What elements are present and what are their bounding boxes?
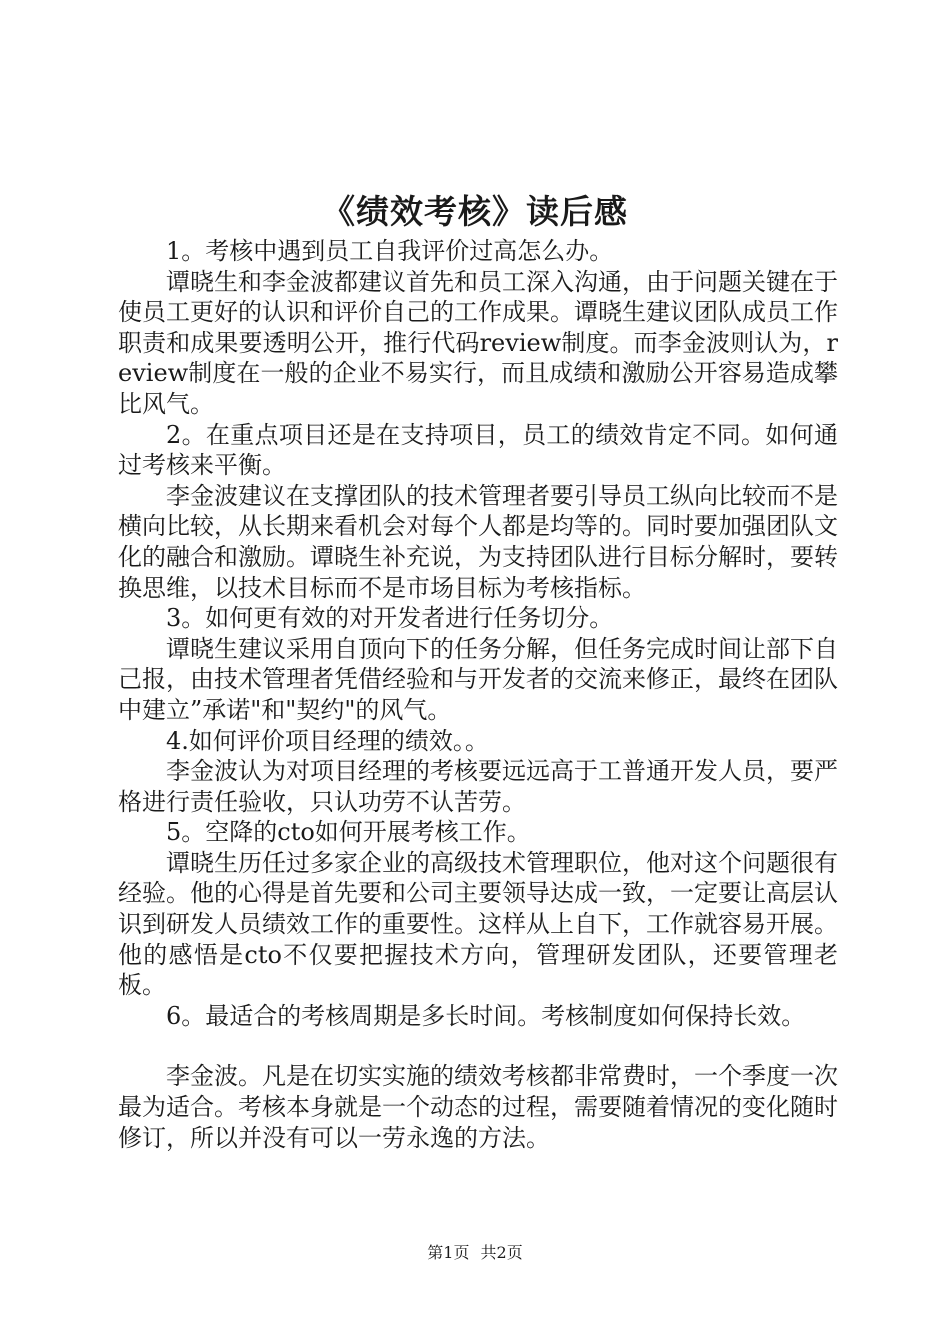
page-footer	[0, 1240, 950, 1263]
question-1: 1。考核中遇到员工自我评价过高怎么办。	[166, 237, 614, 265]
answer-4: 李金波认为对项目经理的考核要远远高于工普通开发人员，要严格进行责任验收，只认功劳不认苦劳。	[118, 757, 838, 816]
page-number: 第1页	[427, 1243, 470, 1262]
question-4: 4.如何评价项目经理的绩效。。	[166, 726, 489, 755]
question-3: 3。如何更有效的对开发者进行任务切分。	[166, 604, 614, 633]
page-total: 共2页	[480, 1243, 523, 1262]
document-title: 《绩效考核》读后感	[322, 192, 628, 231]
question-6: 6。最适合的考核周期是多长时间。考核制度如何保持长效。	[166, 1001, 806, 1030]
answer-5: 谭晓生历任过多家企业的高级技术管理职位，他对这个问题很有经验。他的心得是首先要和公司主要领导达成一致，一定要让高层认识到研发人员绩效工作的重要性。这样从上自下，工作就容易开展。他的感悟是cto不仅要把握技术方向，管理研发团队，还要管理老板。	[118, 848, 838, 1000]
answer-3: 谭晓生建议采用自顶向下的任务分解，但任务完成时间让部下自己报，由技术管理者凭借经验和与开发者的交流来修正，最终在团队中建立”承诺"和"契约"的风气。	[118, 634, 838, 724]
answer-6: 李金波。凡是在切实实施的绩效考核都非常费时，一个季度一次最为适合。考核本身就是一个动态的过程，需要随着情况的变化随时修订，所以并没有可以一劳永逸的方法。	[118, 1062, 838, 1152]
answer-1: 谭晓生和李金波都建议首先和员工深入沟通，由于问题关键在于使员工更好的认识和评价自己的工作成果。谭晓生建议团队成员工作职责和成果要透明公开，推行代码review制度。而李金波则认为，review制度在一般的企业不易实行，而且成绩和激励公开容易造成攀比风气。	[118, 267, 838, 418]
document-body	[118, 236, 838, 1153]
question-2: 2。在重点项目还是在支持项目，员工的绩效肯定不同。如何通过考核来平衡。	[118, 420, 838, 480]
question-5: 5。空降的cto如何开展考核工作。	[166, 818, 531, 847]
answer-2: 李金波建议在支撑团队的技术管理者要引导员工纵向比较而不是横向比较，从长期来看机会对每个人都是均等的。同时要加强团队文化的融合和激励。谭晓生补充说，为支持团队进行目标分解时，要转换思维，以技术目标而不是市场目标为考核指标。	[118, 481, 838, 602]
